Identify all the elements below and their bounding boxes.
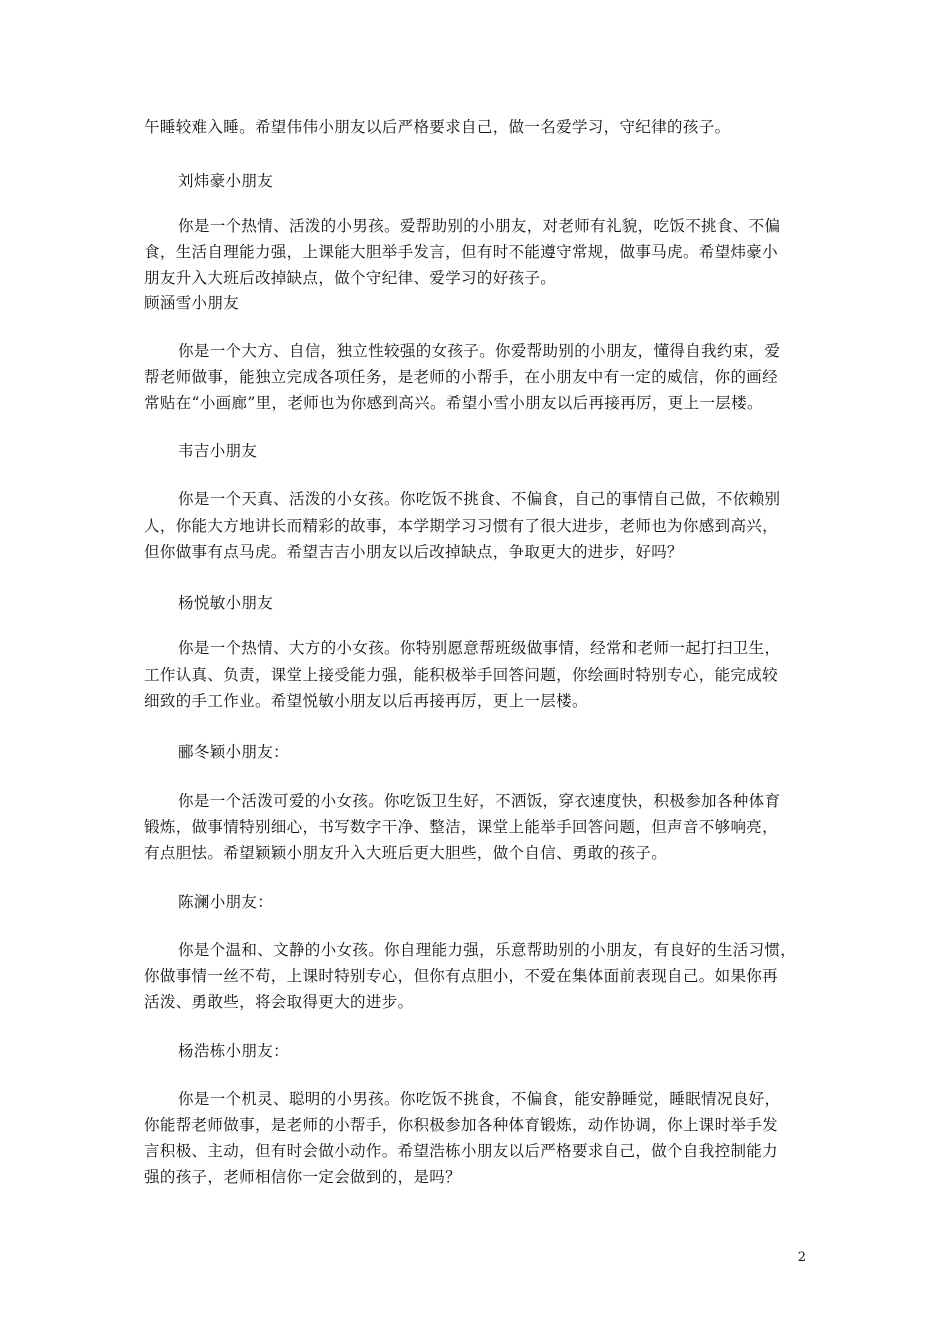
- comment-line: 常贴在“小画廊”里，老师也为你感到高兴。希望小雪小朋友以后再接再厉，更上一层楼。: [144, 394, 763, 412]
- comment-line: 帮老师做事，能独立完成各项任务，是老师的小帮手，在小朋友中有一定的威信，你的画经: [144, 368, 779, 386]
- comment-line: 强的孩子，老师相信你一定会做到的，是吗？: [144, 1168, 462, 1186]
- comment-line: 你是一个活泼可爱的小女孩。你吃饭卫生好，不洒饭，穿衣速度快，积极参加各种体育: [178, 792, 781, 810]
- comment-line: 你是一个机灵、聪明的小男孩。你吃饭不挑食，不偏食，能安静睡觉，睡眠情况良好，: [178, 1090, 781, 1108]
- comment-line: 言积极、主动，但有时会做小动作。希望浩栋小朋友以后严格要求自己，做个自我控制能力: [144, 1142, 779, 1160]
- student-heading: 刘炜豪小朋友: [178, 172, 274, 190]
- comment-line: 你是一个大方、自信，独立性较强的女孩子。你爱帮助别的小朋友，懂得自我约束，爱: [178, 342, 781, 360]
- student-heading: 杨浩栋小朋友：: [178, 1042, 289, 1060]
- student-heading: 杨悦敏小朋友: [178, 594, 274, 612]
- student-heading: 郦冬颖小朋友：: [178, 743, 289, 761]
- student-heading: 韦吉小朋友: [178, 442, 258, 460]
- comment-line: 你是一个热情、活泼的小男孩。爱帮助别的小朋友，对老师有礼貌，吃饭不挑食、不偏: [178, 217, 781, 235]
- comment-line: 有点胆怯。希望颖颖小朋友升入大班后更大胆些，做个自信、勇敢的孩子。: [144, 844, 668, 862]
- comment-line: 朋友升入大班后改掉缺点，做个守纪律、爱学习的好孩子。: [144, 269, 557, 287]
- student-heading: 顾涵雪小朋友: [144, 294, 240, 312]
- comment-line: 你是一个天真、活泼的小女孩。你吃饭不挑食、不偏食，自己的事情自己做，不依赖别: [178, 490, 781, 508]
- comment-line: 人，你能大方地讲长而精彩的故事，本学期学习习惯有了很大进步，老师也为你感到高兴，: [144, 517, 779, 535]
- comment-line: 你做事情一丝不苟，上课时特别专心，但你有点胆小，不爱在集体面前表现自己。如果你再: [144, 967, 779, 985]
- comment-line: 你能帮老师做事，是老师的小帮手，你积极参加各种体育锻炼，动作协调，你上课时举手发: [144, 1116, 779, 1134]
- comment-line: 锻炼，做事情特别细心，书写数字干净、整洁，课堂上能举手回答问题，但声音不够响亮，: [144, 818, 779, 836]
- comment-line: 细致的手工作业。希望悦敏小朋友以后再接再厉，更上一层楼。: [144, 692, 588, 710]
- comment-line: 食，生活自理能力强，上课能大胆举手发言，但有时不能遵守常规，做事马虎。希望炜豪小: [144, 243, 779, 261]
- comment-line: 活泼、勇敢些，将会取得更大的进步。: [144, 993, 414, 1011]
- student-heading: 陈澜小朋友：: [178, 893, 274, 911]
- page-number: 2: [797, 1250, 806, 1265]
- comment-line: 工作认真、负责，课堂上接受能力强，能积极举手回答问题，你绘画时特别专心，能完成较: [144, 666, 779, 684]
- comment-line: 但你做事有点马虎。希望吉吉小朋友以后改掉缺点，争取更大的进步，好吗？: [144, 543, 683, 561]
- comment-line: 你是个温和、文静的小女孩。你自理能力强，乐意帮助别的小朋友，有良好的生活习惯，: [178, 941, 797, 959]
- intro-tail-text: 午睡较难入睡。希望伟伟小朋友以后严格要求自己，做一名爱学习，守纪律的孩子。: [144, 118, 731, 136]
- comment-line: 你是一个热情、大方的小女孩。你特别愿意帮班级做事情，经常和老师一起打扫卫生，: [178, 639, 781, 657]
